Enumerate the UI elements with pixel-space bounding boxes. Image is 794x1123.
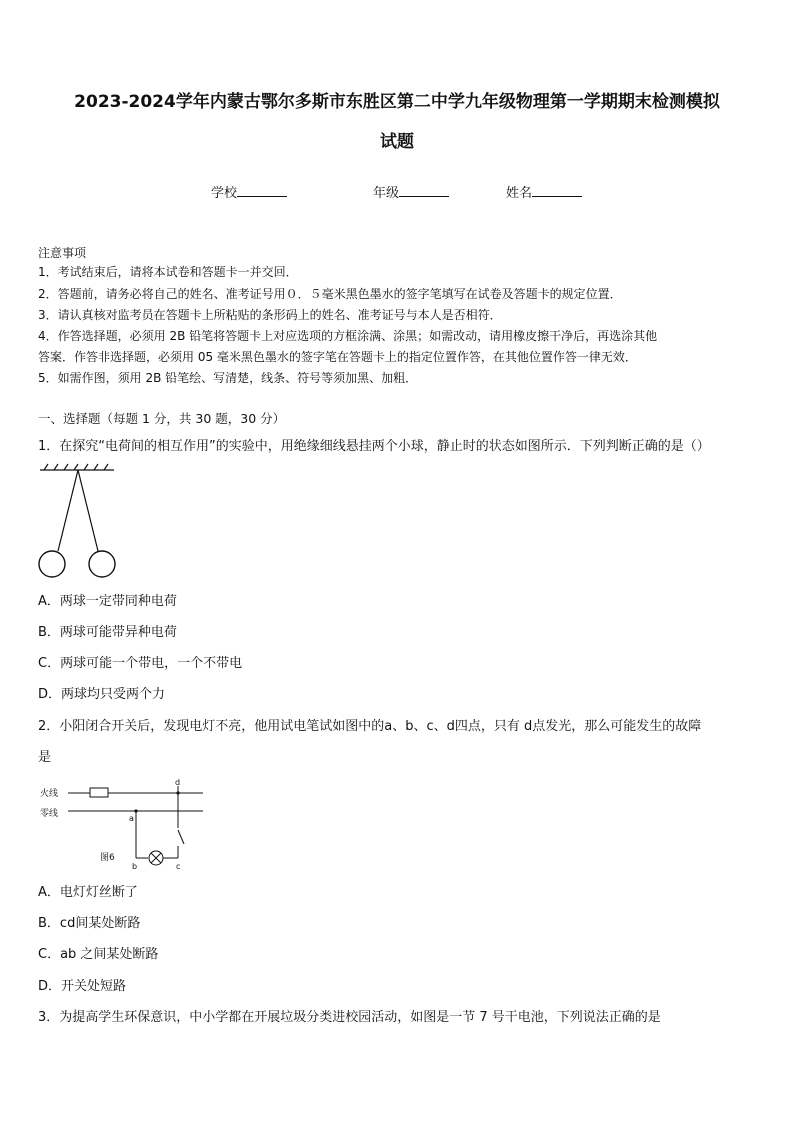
lamp-icon	[149, 851, 163, 865]
figure-label: 图6	[100, 853, 115, 863]
name-blank	[532, 182, 582, 197]
hanging-balls-figure	[34, 462, 124, 582]
exam-title-line2: 试题	[380, 132, 414, 152]
neutral-wire-label: 零线	[40, 809, 59, 819]
question-3-stem: 3．为提高学生环保意识，中小学都在开展垃圾分类进校园活动，如图是一节 7 号干电池，下列说法正确的是	[38, 1010, 661, 1025]
name-label: 姓名	[506, 186, 533, 201]
right-ball	[89, 551, 115, 577]
question-1-stem: 1．在探究“电荷间的相互作用”的实验中，用绝缘细线悬挂两个小球，静止时的状态如图所示．下列判断正确的是（）	[38, 439, 710, 454]
note-item: 1．考试结束后，请将本试卷和答题卡一并交回．	[38, 265, 298, 279]
note-item: 3．请认真核对监考员在答题卡上所粘贴的条形码上的姓名、准考证号与本人是否相符．	[38, 308, 502, 322]
question-1-option-b: B．两球可能带异种电荷	[38, 625, 177, 640]
junction-dot	[134, 809, 137, 812]
note-item: 答案．作答非选择题，必须用 05 毫米黑色墨水的签字笔在答题卡上的指定位置作答，在其他位置作答一律无效．	[38, 350, 637, 364]
question-1-option-a: A．两球一定带同种电荷	[38, 594, 177, 609]
question-2-option-c: C．ab 之间某处断路	[38, 947, 159, 962]
circuit-diagram-figure	[38, 774, 208, 874]
school-blank	[237, 182, 287, 197]
right-thread	[78, 470, 98, 551]
exam-title-line1: 2023-2024学年内蒙古鄂尔多斯市东胜区第二中学九年级物理第一学期期末检测模拟	[74, 92, 720, 112]
point-label-b: b	[132, 862, 138, 871]
ceiling-hatch	[40, 464, 114, 470]
point-label-d: d	[175, 778, 181, 787]
point-label-c: c	[176, 862, 181, 871]
grade-field	[373, 182, 449, 203]
question-1-option-d: D．两球均只受两个力	[38, 687, 166, 702]
note-item: 2．答题前，请务必将自己的姓名、准考证号用０．５毫米黑色墨水的签字笔填写在试卷及答题卡的规定位置．	[38, 287, 622, 301]
section-heading: 一、选择题（每题 1 分，共 30 题，30 分）	[38, 411, 286, 426]
question-2-option-d: D．开关处短路	[38, 979, 127, 994]
note-item: 5．如需作图，须用 2B 铅笔绘、写清楚，线条、符号等须加黑、加粗．	[38, 371, 418, 385]
name-field	[506, 182, 582, 203]
question-2-stem-line1: 2．小阳闭合开关后，发现电灯不亮，他用试电笔试如图中的a、b、c、d四点，只有 d点发光，那么可能发生的故障	[38, 719, 702, 734]
left-ball	[39, 551, 65, 577]
question-1-option-c: C．两球可能一个带电，一个不带电	[38, 656, 243, 671]
grade-blank	[399, 182, 449, 197]
point-label-a: a	[129, 814, 134, 823]
school-field	[211, 182, 287, 203]
question-2-option-a: A．电灯灯丝断了	[38, 885, 138, 900]
question-2-option-b: B．cd间某处断路	[38, 916, 141, 931]
switch-symbol	[178, 830, 184, 844]
junction-dot	[176, 791, 179, 794]
live-wire-label: 火线	[40, 789, 59, 799]
grade-label: 年级	[373, 186, 400, 201]
question-2-stem-line2: 是	[38, 750, 52, 765]
fuse-symbol	[90, 788, 108, 797]
school-label: 学校	[211, 186, 238, 201]
left-thread	[58, 470, 78, 551]
notes-heading: 注意事项	[38, 246, 87, 260]
note-item: 4．作答选择题，必须用 2B 铅笔将答题卡上对应选项的方框涂满、涂黑；如需改动，请用橡皮擦干净后，再选涂其他	[38, 329, 658, 343]
